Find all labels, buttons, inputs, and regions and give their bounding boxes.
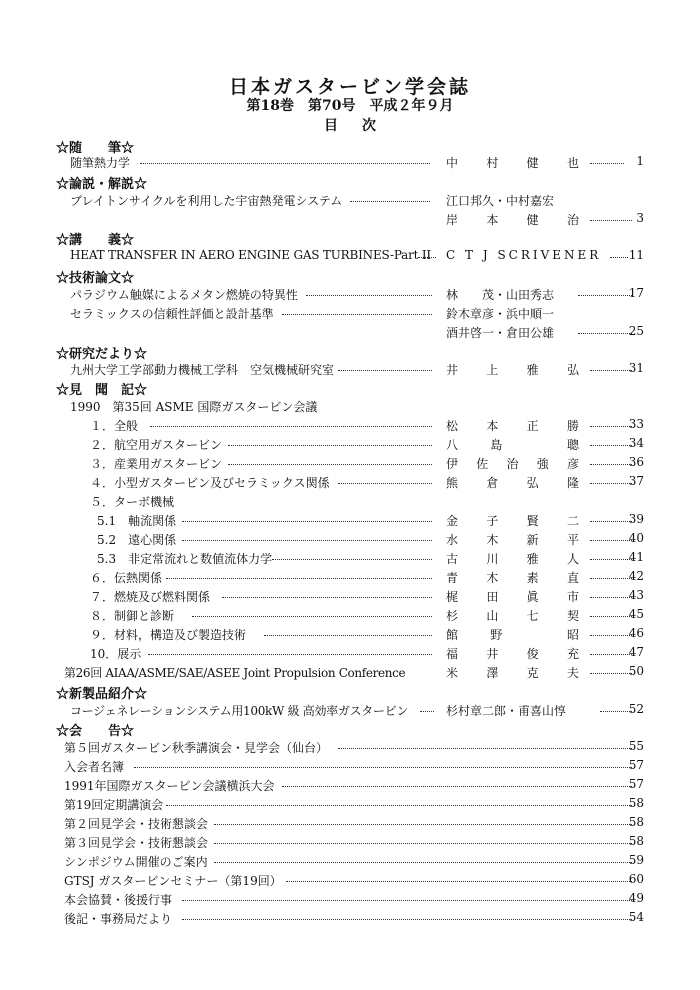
entry-author [446,626,579,643]
entry-page: 25 [628,324,644,338]
author-char: 二 [566,514,579,528]
entry-author: 杉村章二郎・甫喜山惇 [446,704,567,718]
entry-page: 59 [628,853,644,867]
entry-title: GTSJ ガスタービンセミナー（第19回） [64,874,282,888]
entry-title: ４．小型ガスタービン及びセラミックス関係 [90,476,330,490]
author-char: 古 [446,552,459,566]
author-char: 治 [566,213,579,227]
author-char: 中 [446,156,459,170]
toc-entry[interactable] [0,569,700,588]
author-char: 人 [566,552,579,566]
entry-title: 第２回見学会・技術懇談会 [64,817,209,831]
entry-author [446,512,579,529]
author-char: 夫 [566,666,579,680]
entry-author: 林 茂・山田秀志 [446,288,555,302]
entry-title: HEAT TRANSFER IN AERO ENGINE GAS TURBINES-Part II [70,248,431,262]
author-char: 隆 [566,476,579,490]
entry-page: 58 [628,815,644,829]
entry-page: 42 [628,569,644,583]
entry-title: ６．伝熱関係 [90,571,163,585]
toc-entry[interactable] [0,154,700,173]
entry-page: 39 [628,512,644,526]
dot-leader [338,361,432,371]
dot-leader [590,474,632,484]
entry-title: 10．展示 [90,647,142,661]
dot-leader [150,417,432,427]
dot-leader [286,872,632,882]
author-char: 岸 [446,213,459,227]
author-char: 木 [486,571,499,585]
dot-leader [590,645,632,655]
entry-page: 40 [628,531,644,545]
entry-page: 55 [628,739,644,753]
author-char: 本 [486,419,499,433]
dot-leader [418,248,436,258]
entry-title: 第26回 AIAA/ASME/SAE/ASEE Joint Propulsion Conference [64,666,406,680]
author-char: 也 [566,156,579,170]
entry-title: 1991年国際ガスタービン会議横浜大会 [64,779,275,793]
entry-author [446,154,579,171]
dot-leader [166,569,432,579]
author-char: 木 [486,533,499,547]
author-char: 新 [526,533,539,547]
entry-title: １．全般 [90,419,139,433]
author-char: 俊 [526,647,539,661]
toc-entry[interactable] [0,702,700,721]
author-char: 克 [526,666,539,680]
toc-entry[interactable] [0,512,700,531]
issue-info: 第18巻 第70号 平成２年９月 [246,98,454,114]
dot-leader [166,796,632,806]
author-char: 眞 [526,590,539,604]
entry-title: 随筆熱力学 [70,156,131,170]
author-char: 雅 [526,363,539,377]
entry-title: 本会協賛・後援行事 [64,893,173,907]
toc-entry[interactable] [0,758,700,777]
author-char: 彦 [566,457,579,471]
entry-author [446,607,579,624]
entry-title: 第３回見学会・技術懇談会 [64,836,209,850]
author-char: 八 [446,438,459,452]
toc-entry[interactable] [0,305,700,324]
toc-subheading [0,398,700,417]
dot-leader [590,512,632,522]
toc-entry[interactable] [0,891,700,910]
entry-author [446,474,579,491]
toc-entry[interactable] [0,910,700,929]
author-char: 井 [446,363,459,377]
author-char: 田 [486,590,499,604]
dot-leader [420,702,434,712]
dot-leader [282,305,432,315]
entry-page: 1 [636,154,644,168]
dot-leader [590,626,632,636]
toc-entry[interactable] [0,286,700,305]
dot-leader [134,758,632,768]
entry-title: 第19回定期講演会 [64,798,164,812]
entry-author [446,531,579,548]
entry-page: 36 [628,455,644,469]
entry-title: ９．材料，構造及び製造技術 [90,628,247,642]
entry-page: 57 [628,758,644,772]
toc-entry[interactable] [0,815,700,834]
author-char: 正 [526,419,539,433]
dot-leader [590,569,632,579]
dot-leader [192,607,432,617]
entry-author [446,550,579,567]
dot-leader [610,248,628,258]
section-reports: ☆見 聞 記☆ [56,383,148,398]
entry-author: 江口邦久・中村嘉宏 [446,194,555,208]
author-char: 平 [566,533,579,547]
toc-entry-continued [0,211,700,230]
entry-title: ２．航空用ガスタービン [90,438,223,452]
entry-page: 34 [628,436,644,450]
author-char: 賢 [526,514,539,528]
entry-page: 31 [628,361,644,375]
dot-leader [214,834,632,844]
dot-leader [182,531,432,541]
section-notices: ☆会 告☆ [56,724,135,739]
entry-author [446,664,579,681]
dot-leader [590,588,632,598]
dot-leader [214,815,632,825]
dot-leader [590,361,632,371]
toc-entry[interactable] [0,777,700,796]
dot-leader [590,455,632,465]
entry-title: 後記・事務局だより [64,912,173,926]
entry-page: 33 [628,417,644,431]
dot-leader [182,891,632,901]
author-char: 杉 [446,609,459,623]
toc-entry[interactable] [0,853,700,872]
dot-leader [264,626,432,636]
author-char: 水 [446,533,459,547]
author-char: 福 [446,647,459,661]
author-char: 子 [486,514,499,528]
entry-page: 47 [628,645,644,659]
dot-leader [600,702,632,712]
author-char: 健 [526,213,539,227]
section-lab-news: ☆研究だより☆ [56,347,148,362]
toc-subheading [0,493,700,512]
entry-title: コージェネレーションシステム用100kW 級 高効率ガスタービン [70,704,409,718]
author-char: 昭 [566,628,579,642]
author-char: 充 [566,647,579,661]
entry-title: 1990 第35回 ASME 国際ガスタービン会議 [70,400,318,414]
entry-page: 60 [628,872,644,886]
author-char: 聰 [566,438,579,452]
entry-author [446,645,579,662]
entry-title: 5.3 非定常流れと数値流体力学 [97,552,273,566]
dot-leader [222,588,432,598]
entry-author [446,569,579,586]
author-char: 伊 [446,457,459,471]
dot-leader [590,436,632,446]
entry-page: 58 [628,796,644,810]
entry-title: ３．産業用ガスタービン [90,457,223,471]
author-char: 野 [490,628,503,642]
author-char: 熊 [446,476,459,490]
entry-page: 54 [628,910,644,924]
entry-author: 酒井啓一・倉田公雄 [446,326,555,340]
dot-leader [306,286,432,296]
toc-entry[interactable] [0,872,700,891]
dot-leader [590,550,632,560]
toc-entry[interactable] [0,361,700,380]
entry-page: 41 [628,550,644,564]
author-char: 直 [566,571,579,585]
entry-page: 49 [628,891,644,905]
entry-title: 九州大学工学部動力機械工学科 空気機械研究室 [70,363,335,377]
toc-entry[interactable] [0,626,700,645]
contents-heading: 目次 [324,118,400,134]
section-new-products: ☆新製品紹介☆ [56,687,148,702]
entry-author: 鈴木章彦・浜中順一 [446,307,555,321]
journal-title: 日本ガスタービン学会誌 [228,76,471,98]
entry-author [446,211,579,228]
entry-page: 43 [628,588,644,602]
dot-leader [590,154,624,164]
entry-title: パラジウム触媒によるメタン燃焼の特異性 [70,288,298,302]
entry-author: C T J SCRIVENER [446,248,602,262]
toc-entry[interactable] [0,588,700,607]
toc-entry[interactable] [0,455,700,474]
dot-leader [182,512,432,522]
dot-leader [350,192,430,202]
dot-leader [590,531,632,541]
dot-leader [590,607,632,617]
author-char: 弘 [566,363,579,377]
entry-title: シンポジウム開催のご案内 [64,855,208,869]
entry-author [446,455,579,472]
section-essay: ☆随 筆☆ [56,141,135,156]
entry-author [446,436,579,453]
author-char: 治 [506,457,519,471]
author-char: 井 [486,647,499,661]
entry-page: 50 [628,664,644,678]
author-char: 梶 [446,590,459,604]
author-char: 山 [486,609,499,623]
author-char: 弘 [526,476,539,490]
author-char: 強 [536,457,549,471]
dot-leader [140,154,430,164]
author-char: 川 [486,552,499,566]
author-char: 市 [566,590,579,604]
author-char: 勝 [566,419,579,433]
dot-leader [272,550,432,560]
entry-page: 45 [628,607,644,621]
author-char: 館 [446,628,459,642]
toc-entry[interactable] [0,645,700,664]
toc-entry[interactable] [0,739,700,758]
toc-entry[interactable] [0,834,700,853]
entry-page: 57 [628,777,644,791]
toc-entry-continued [0,324,700,343]
dot-leader [578,286,632,296]
author-char: 本 [486,213,499,227]
author-char: 健 [526,156,539,170]
toc-entry[interactable] [0,474,700,493]
dot-leader [338,474,432,484]
toc-entry[interactable] [0,550,700,569]
section-tech-papers: ☆技術論文☆ [56,271,135,286]
author-char: 上 [486,363,499,377]
author-char: 村 [486,156,499,170]
dot-leader [214,853,632,863]
entry-page: 52 [628,702,644,716]
dot-leader [148,645,432,655]
toc-entry[interactable] [0,531,700,550]
entry-page: 11 [628,248,644,262]
entry-page: 17 [628,286,644,300]
entry-author [446,588,579,605]
author-char: 素 [526,571,539,585]
dot-leader [590,417,632,427]
author-char: 雅 [526,552,539,566]
dot-leader [228,455,432,465]
dot-leader [590,664,632,674]
entry-title: 5.1 軸流関係 [97,514,177,528]
toc-entry[interactable] [0,436,700,455]
dot-leader [338,739,632,749]
author-char: 澤 [486,666,499,680]
entry-title: 入会者名簿 [64,760,125,774]
toc-entry[interactable] [0,192,700,211]
author-char: 契 [566,609,579,623]
dot-leader [590,211,632,221]
dot-leader [182,910,632,920]
entry-page: 3 [636,211,644,225]
entry-title: ８．制御と診断 [90,609,175,623]
entry-title: ブレイトンサイクルを利用した宇宙熱発電システム [70,194,343,208]
dot-leader [282,777,632,787]
toc-entry[interactable] [0,248,700,267]
entry-title: 5.2 遠心関係 [97,533,177,547]
toc-entry[interactable] [0,796,700,815]
toc-entry[interactable] [0,664,700,683]
author-char: 米 [446,666,459,680]
entry-page: 37 [628,474,644,488]
author-char: 金 [446,514,459,528]
author-char: 松 [446,419,459,433]
entry-title: ５．ターボ機械 [90,495,175,509]
section-review: ☆論説・解説☆ [56,177,148,192]
entry-title: セラミックスの信頼性評価と設計基準 [70,307,274,321]
author-char: 倉 [486,476,499,490]
section-lecture: ☆講 義☆ [56,233,135,248]
entry-title: ７．燃焼及び燃料関係 [90,590,211,604]
entry-title: 第５回ガスタービン秋季講演会・見学会（仙台） [64,741,329,755]
dot-leader [578,324,632,334]
toc-entry[interactable] [0,607,700,626]
toc-entry[interactable] [0,417,700,436]
entry-page: 58 [628,834,644,848]
entry-author [446,361,579,378]
author-char: 七 [526,609,539,623]
author-char: 青 [446,571,459,585]
entry-author [446,417,579,434]
author-char: 島 [490,438,503,452]
author-char: 佐 [476,457,489,471]
entry-page: 46 [628,626,644,640]
dot-leader [228,436,432,446]
